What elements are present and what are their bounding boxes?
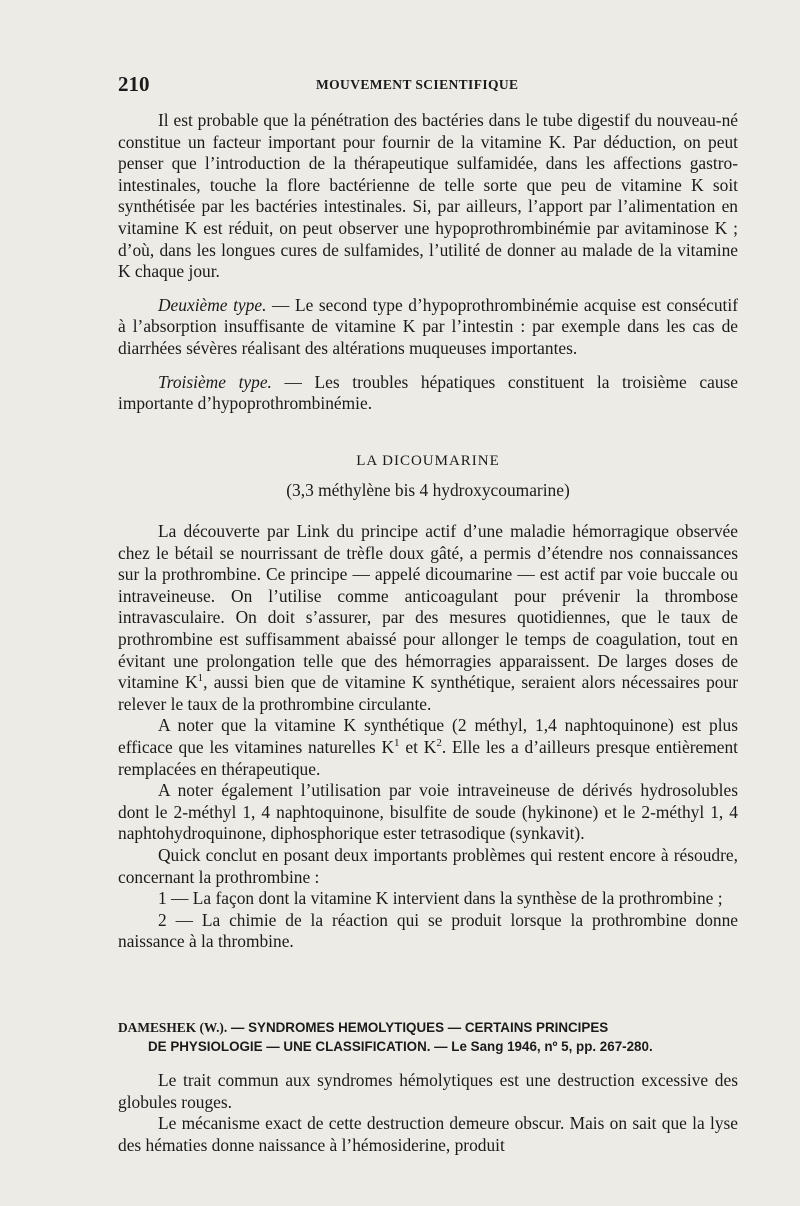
text-run: La découverte par Link du principe actif d’une maladie hémorragique observée chez le bétail se nourrissant de trèfle doux gâté, a permis d’étendre nos connaissances sur la prothrombine. Ce principe — appelé dicoumarine — est actif par voie buccale ou intraveineuse. On l’utilise comme anticoagulant pour prévenir la thrombose intravasculaire. On doit s’assurer, par des mesures quotidiennes, que le taux de prothrombine est suffisamment abaissé pour allonger le temps de coagulation, tout en évitant une prolongation telle que des hémorragies apparaissent. De larges doses de vitamine K [118,521,738,693]
paragraph-common-trait: Le trait commun aux syndromes hémolytiques est une destruction excessive des globules rouges. [118,1070,738,1112]
paragraph-problem-2: 2 — La chimie de la réaction qui se produit lorsque la prothrombine donne naissance à la thrombine. [118,909,738,952]
page-header [118,72,738,98]
paragraph-third-type [118,372,738,415]
reference-title-line1: — SYNDROMES HEMOLYTIQUES — CERTAINS PRINCIPES [227,1020,609,1035]
reference-author: DAMESHEK (W.). [118,1020,228,1035]
paragraph-intravenous: A noter également l’utilisation par voie intraveineuse de dérivés hydrosolubles dont le 2-méthyl 1, 4 naphtoquinone, bisulfite de soude (hykinone) et le 2-méthyl 1, 4 naphtohydroquinone, diphosphorique ester tetrasodique (synkavit). [118,780,738,844]
text-run: et K [399,736,437,757]
bibliographic-reference [118,1018,738,1056]
superscript: 1 [394,737,400,750]
superscript: 1 [197,672,204,685]
second-type-label: Deuxième type. [158,294,267,315]
paragraph-problem-1: 1 — La façon dont la vitamine K intervient dans la synthèse de la prothrombine ; [158,888,723,909]
section-dicoumarine [118,521,738,953]
running-head: MOUVEMENT SCIENTIFIQUE [316,77,519,92]
section-vitamin-k-types [118,110,738,415]
paragraph-link-discovery [118,521,738,715]
third-type-text: — Les troubles hépatiques constituent la troisième cause importante d’hypoprothrombinémie. [118,371,739,414]
superscript: 2 [436,737,442,750]
paragraph-quick-conclusion: Quick conclut en posant deux importants problèmes qui restent encore à résoudre, concernant la prothrombine : [118,844,738,887]
section-hemolytic [118,1070,738,1156]
paragraph-mechanism: Le mécanisme exact de cette destruction demeure obscur. Mais on sait que la lyse des hématies donne naissance à l’hémosiderine, produit [118,1113,738,1155]
text-run: , aussi bien que de vitamine K synthétique, seraient alors nécessaires pour relever le taux de la prothrombine circulante. [118,672,738,714]
paragraph-second-type [118,295,738,360]
section-heading-dicoumarine: LA DICOUMARINE [356,453,500,469]
section-subheading-formula: (3,3 méthylène bis 4 hydroxycoumarine) [286,480,570,500]
third-type-label: Troisième type. [158,371,272,392]
paragraph-synthetic-vitamin [118,715,738,780]
paragraph-bacteria: Il est probable que la pénétration des bactéries dans le tube digestif du nouveau-né constitue un facteur important pour fournir de la vitamine K. Par déduction, on peut penser que l’introduction de la thérapeutique sulfamidée, dans les affections gastro-intestinales, touche la flore bactérienne de telle sorte que peu de vitamine K soit synthétisée par les bactéries intestinales. Si, par ailleurs, l’apport par l’alimentation en vitamine K est réduit, on peut observer une hypoprothrombinémie par avitaminose K ; d’où, dans les longues cures de sulfamides, l’utilité de donner au malade de la vitamine K chaque jour. [118,110,738,282]
text-run: . Elle les a d’ailleurs presque entièrement remplacées en thérapeutique. [118,736,739,779]
reference-title-line2: DE PHYSIOLOGIE — UNE CLASSIFICATION. — Le Sang 1946, nº 5, pp. 267-280. [148,1039,653,1054]
page-number: 210 [118,72,150,96]
second-type-text: — Le second type d’hypoprothrombinémie acquise est consécutif à l’absorption insuffisante de vitamine K par l’intestin : par exemple dans les cas de diarrhées sévères réalisant des altérations muqueuses importantes. [118,294,738,358]
text-run: A noter que la vitamine K synthétique (2 méthyl, 1,4 naphtoquinone) est plus efficace que les vitamines naturelles K [118,715,738,757]
